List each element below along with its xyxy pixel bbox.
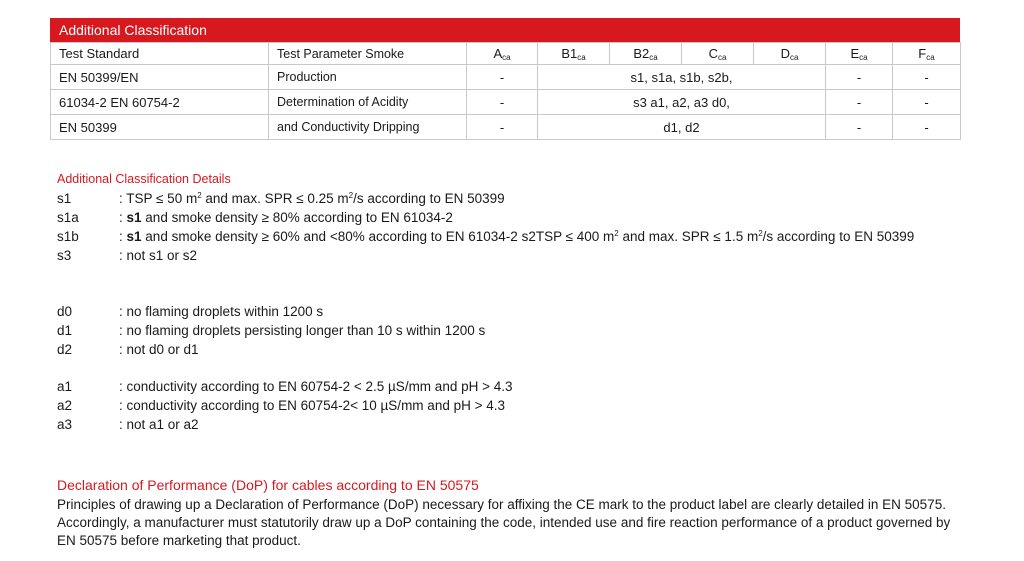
definition-code: s1b <box>57 229 79 244</box>
definition-a1: a1 : conductivity according to EN 60754-2 < 2.5 µS/mm and pH > 4.3 <box>57 379 513 394</box>
definition-d2: d2 : not d0 or d1 <box>57 342 199 357</box>
cell-classes: s3 a1, a2, a3 d0, <box>538 90 826 115</box>
cell-param: Determination of Acidity <box>269 90 467 115</box>
cell-a: - <box>467 90 538 115</box>
cell-standard: EN 50399/EN <box>51 65 269 90</box>
dop-title: Declaration of Performance (DoP) for cables according to EN 50575 <box>57 477 479 493</box>
col-header-b1: $B1_{ca}$ <box>538 43 610 65</box>
definition-code: a2 <box>57 398 73 413</box>
col-header-e: $E_{ca}$ <box>826 43 893 65</box>
table-row <box>51 65 961 90</box>
details-title: Additional Classification Details <box>57 172 231 186</box>
cell-standard: 61034-2 EN 60754-2 <box>51 90 269 115</box>
cell-param: and Conductivity Dripping <box>269 115 467 140</box>
cell-classes: s1, s1a, s1b, s2b, <box>538 65 826 90</box>
definition-s1a: s1a : s1 and smoke density ≥ 80% according to EN 61034-2 <box>57 210 453 225</box>
col-header-d: $D_{ca}$ <box>754 43 826 65</box>
cell-param: Production <box>269 65 467 90</box>
dop-body: Principles of drawing up a Declaration of Performance (DoP) necessary for affixing the CE mark to the product label are clearly detailed in EN 50575. Accordingly, a manufacturer must statutorily draw up a DoP containing the code, intended use and fire reaction performance of a product governed by EN 50575 before marketing that product. <box>57 497 951 548</box>
definition-code: d0 <box>57 304 73 319</box>
col-header-b2: $B2_{ca}$ <box>610 43 682 65</box>
classification-table <box>50 18 960 140</box>
classification-grid <box>50 42 961 140</box>
cell-e: - <box>826 115 893 140</box>
definition-s1b: s1b : s1 and smoke density ≥ 60% and <80% according to EN 61034-2 s2TSP ≤ 400 $m^2$ and max. SPR ≤ 1.5 $m^2/s$ according to EN 50399 <box>57 229 915 244</box>
table-row <box>51 115 961 140</box>
definition-code: s1 <box>57 191 72 206</box>
table-title: Additional Classification <box>50 18 960 42</box>
col-header-a: $A_{ca}$ <box>467 43 538 65</box>
col-header-standard: Test Standard <box>51 43 269 65</box>
col-header-param: Test Parameter Smoke <box>269 43 467 65</box>
definition-s3: s3 : not s1 or s2 <box>57 248 198 263</box>
cell-e: - <box>826 90 893 115</box>
definition-s1: s1 : TSP ≤ 50 $m^2$ and max. SPR ≤ 0.25 $m^2/s$ according to EN 50399 <box>57 191 505 206</box>
definition-a2: a2 : conductivity according to EN 60754-2< 10 µS/mm and pH > 4.3 <box>57 398 505 413</box>
cell-standard: EN 50399 <box>51 115 269 140</box>
cell-f: - <box>893 90 961 115</box>
definition-code: d1 <box>57 323 73 338</box>
cell-f: - <box>893 115 961 140</box>
col-header-f: $F_{ca}$ <box>893 43 961 65</box>
definition-code: a1 <box>57 379 73 394</box>
definition-code: s1a <box>57 210 79 225</box>
definition-code: s3 <box>57 248 72 263</box>
cell-a: - <box>467 65 538 90</box>
cell-f: - <box>893 65 961 90</box>
definition-d0: d0 : no flaming droplets within 1200 s <box>57 304 324 319</box>
definition-a3: a3 : not a1 or a2 <box>57 417 199 432</box>
col-header-c: $C_{ca}$ <box>682 43 754 65</box>
definition-code: a3 <box>57 417 73 432</box>
definition-d1: d1 : no flaming droplets persisting longer than 10 s within 1200 s <box>57 323 486 338</box>
cell-e: - <box>826 65 893 90</box>
cell-classes: d1, d2 <box>538 115 826 140</box>
definition-code: d2 <box>57 342 73 357</box>
table-row <box>51 90 961 115</box>
cell-a: - <box>467 115 538 140</box>
table-header-row <box>51 43 961 65</box>
